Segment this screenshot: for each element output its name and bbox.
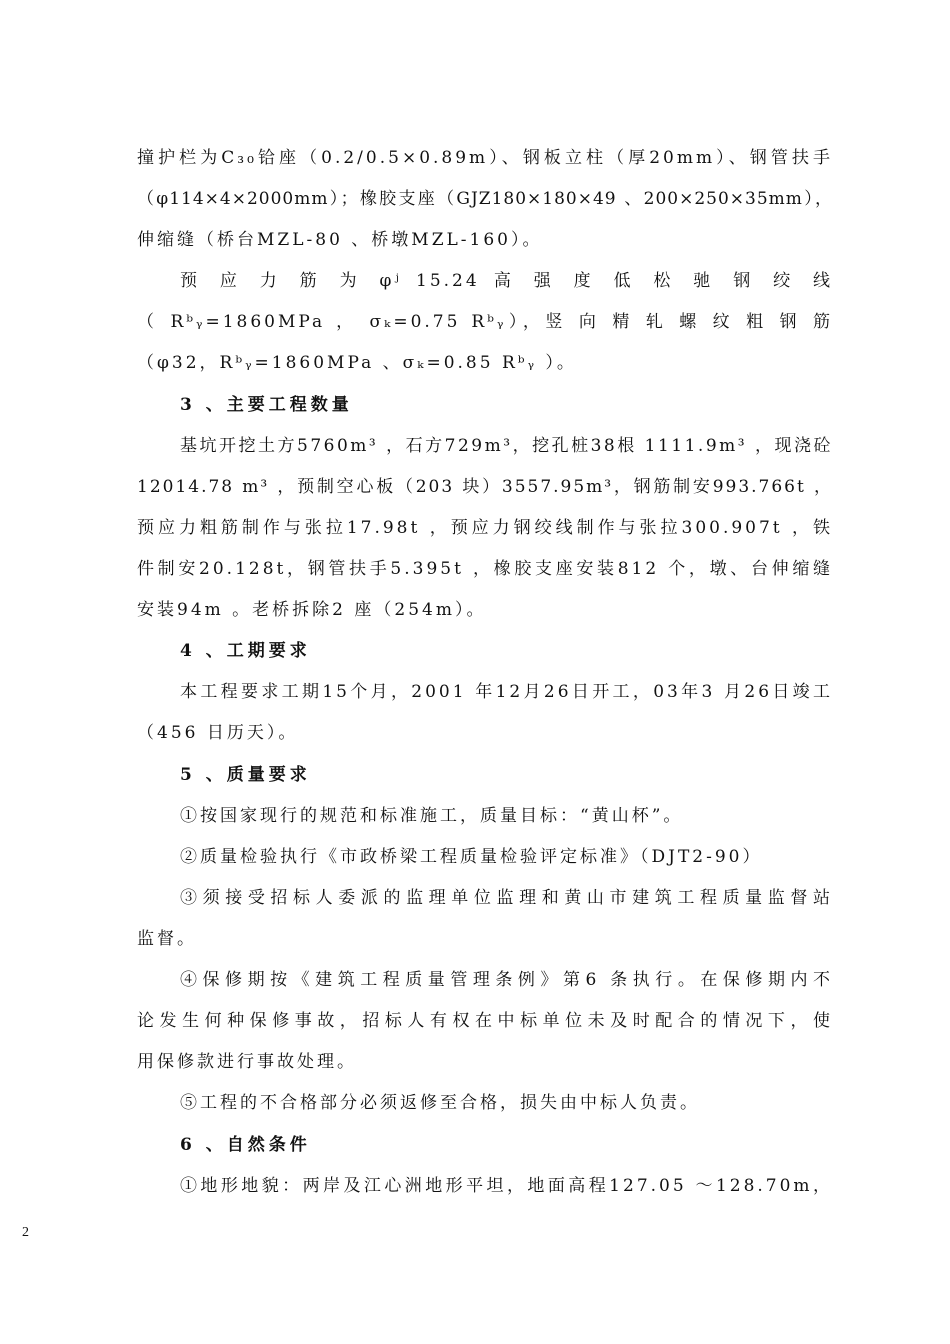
body-line: 论发生何种保修事故，招标人有权在中标单位未及时配合的情况下，使 <box>137 1011 833 1031</box>
section-heading-schedule: 4 、工期要求 <box>180 641 311 661</box>
body-line: ④保修期按《建筑工程质量管理条例》第6 条执行。在保修期内不 <box>180 970 833 990</box>
body-line: ②质量检验执行《市政桥梁工程质量检验评定标准》（DJT2-90） <box>180 847 763 867</box>
page-number: 2 <box>22 1225 29 1240</box>
body-line: （φ32，Rᵇᵧ=1860MPa 、σₖ=0.85 Rᵇᵧ ）。 <box>137 353 577 373</box>
body-line: 12014.78 m³ ，预制空心板（203 块）3557.95m³，钢筋制安993.766t ， <box>137 477 833 497</box>
body-line: 基坑开挖土方5760m³ ，石方729m³，挖孔桩38根 1111.9m³ ，现浇砼 <box>180 436 833 456</box>
body-line: 预 应 力 筋 为 φʲ 15.24 高 强 度 低 松 驰 钢 绞 线 <box>180 271 833 291</box>
body-line: ③须接受招标人委派的监理单位监理和黄山市建筑工程质量监督站 <box>180 888 833 908</box>
body-line: ⑤工程的不合格部分必须返修至合格，损失由中标人负责。 <box>180 1093 700 1113</box>
section-heading-quality: 5 、质量要求 <box>180 765 311 785</box>
body-line: ①地形地貌：两岸及江心洲地形平坦，地面高程127.05 ～128.70m， <box>180 1176 833 1196</box>
body-line: 撞护栏为C₃₀铪座（0.2/0.5×0.89m）、钢板立柱（厚20mm）、钢管扶手 <box>137 148 833 168</box>
body-line: ①按国家现行的规范和标准施工，质量目标：“黄山杯”。 <box>180 806 684 826</box>
section-heading-natural-conditions: 6 、自然条件 <box>180 1135 311 1155</box>
body-line: （ Rᵇᵧ=1860MPa ， σₖ=0.75 Rᵇᵧ），竖 向 精 轧 螺 纹 粗 钢 筋 <box>137 312 833 332</box>
section-heading-quantities: 3 、主要工程数量 <box>180 395 353 415</box>
body-line: （φ114×4×2000mm）；橡胶支座（GJZ180×180×49 、200×250×35mm）， <box>137 189 833 209</box>
body-line: 用保修款进行事故处理。 <box>137 1052 357 1072</box>
body-line: 伸缩缝（桥台MZL-80 、桥墩MZL-160）。 <box>137 230 543 250</box>
body-line: 件制安20.128t，钢管扶手5.395t ，橡胶支座安装812 个，墩、台伸缩缝 <box>137 559 833 579</box>
body-line: 预应力粗筋制作与张拉17.98t ，预应力钢绞线制作与张拉300.907t ，铁 <box>137 518 833 538</box>
body-line: 本工程要求工期15个月，2001 年12月26日开工，03年3 月26日竣工 <box>180 682 833 702</box>
body-line: （456 日历天）。 <box>137 723 299 743</box>
body-line: 监督。 <box>137 929 197 949</box>
body-line: 安装94m 。老桥拆除2 座（254m）。 <box>137 600 487 620</box>
